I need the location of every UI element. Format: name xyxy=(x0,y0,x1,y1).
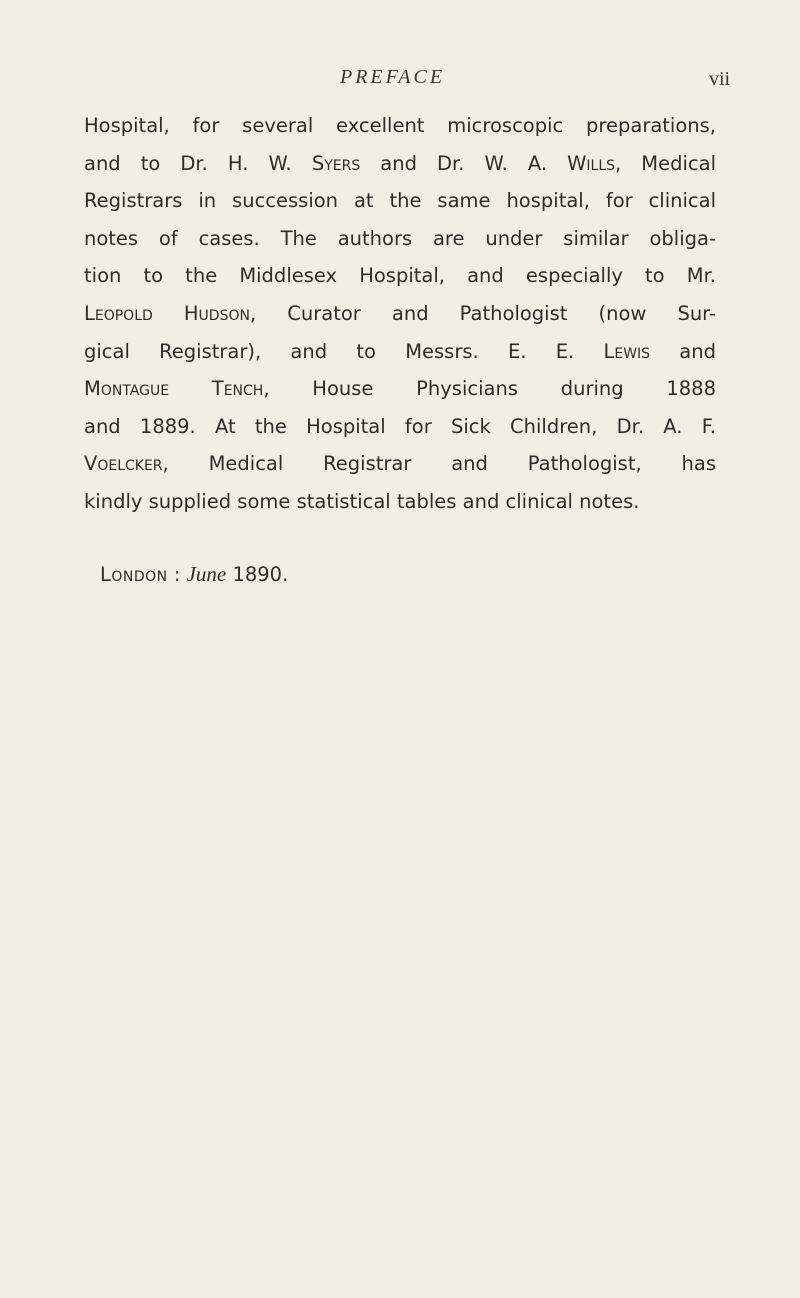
line-text: , Curator and Pathologist (now Sur- xyxy=(249,301,716,325)
person-name: Leopold Hudson xyxy=(84,301,250,325)
text-line xyxy=(84,295,716,333)
person-name: Voelcker xyxy=(84,452,163,476)
place-date-signature xyxy=(100,554,288,594)
line-text: Hospital, for several excellent microscopic preparations, xyxy=(84,114,716,137)
person-name: Syers xyxy=(311,151,361,175)
line-text: , Medical xyxy=(615,151,716,175)
signature-separator: : xyxy=(167,563,187,586)
line-text: gical Registrar), and to Messrs. E. E. xyxy=(84,339,604,363)
line-text: , House Physicians during 1888 xyxy=(263,377,716,401)
text-line xyxy=(84,145,716,183)
person-name: Montague Tench xyxy=(84,377,264,401)
preface-paragraph xyxy=(84,107,716,521)
text-line xyxy=(84,445,716,483)
line-text: and to Dr. H. W. xyxy=(84,151,312,175)
person-name: Lewis xyxy=(603,339,651,363)
text-line xyxy=(84,220,716,258)
signature-place: London xyxy=(100,563,168,586)
text-line xyxy=(84,333,716,371)
text-line xyxy=(84,182,716,220)
page-number: vii xyxy=(709,68,731,90)
running-head xyxy=(0,62,800,96)
text-line xyxy=(84,408,716,446)
line-text: tion to the Middlesex Hospital, and especially to Mr. xyxy=(84,264,716,288)
person-name: Wills xyxy=(567,151,616,175)
text-line xyxy=(84,370,716,408)
line-text: Registrars in succession at the same hospital, for clinical xyxy=(84,189,716,213)
signature-month: June xyxy=(186,562,227,586)
line-text: and xyxy=(650,339,716,363)
running-title: PREFACE xyxy=(340,66,446,88)
line-text: notes of cases. The authors are under similar obliga- xyxy=(84,226,716,250)
signature-year: 1890. xyxy=(226,563,289,586)
text-line xyxy=(84,257,716,295)
line-text: and 1889. At the Hospital for Sick Children, Dr. A. F. xyxy=(84,414,716,438)
line-text: , Medical Registrar and Pathologist, has xyxy=(162,452,716,476)
line-text: kindly supplied some statistical tables and clinical notes. xyxy=(84,489,640,513)
text-line xyxy=(84,483,716,521)
text-line xyxy=(84,107,716,145)
line-text: and Dr. W. A. xyxy=(360,151,568,175)
